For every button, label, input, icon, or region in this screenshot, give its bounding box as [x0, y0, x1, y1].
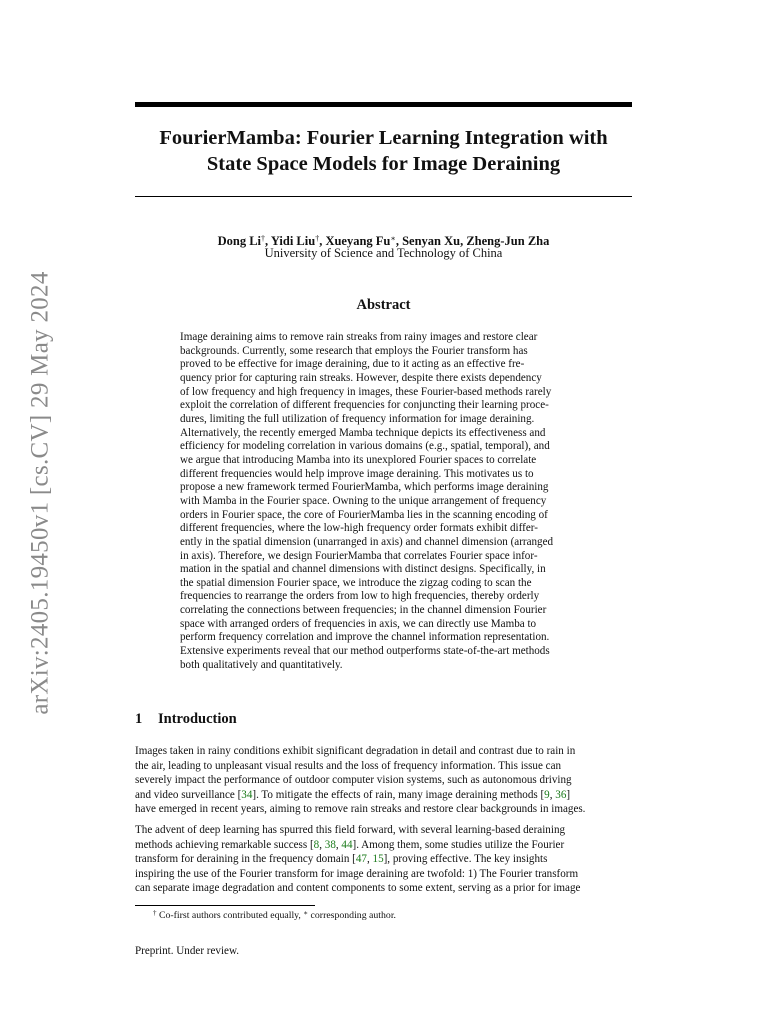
citation-link[interactable]: 44	[341, 838, 353, 851]
text-run: ]	[566, 788, 571, 801]
abstract-line: Alternatively, the recently emerged Mamba technique depicts its effectiveness and	[180, 426, 546, 439]
author-name: Xueyang Fu	[325, 234, 391, 248]
footnote-text: corresponding author.	[308, 910, 396, 921]
author-name: Senyan Xu	[402, 234, 461, 248]
intro-paragraph-1	[135, 744, 632, 817]
abstract-line: correlating the connections between frequencies; in the channel dimension Fourier	[180, 604, 547, 617]
citation-link[interactable]: 8	[313, 838, 320, 851]
paragraph-line	[135, 773, 632, 788]
footnote-mark: †	[153, 909, 157, 917]
arxiv-stamp	[21, 262, 61, 724]
abstract-heading: Abstract	[356, 297, 411, 313]
text-run: ]. To mitigate the effects of rain, many image deraining methods [	[252, 788, 545, 801]
section-title: Introduction	[158, 711, 237, 727]
paper-title	[135, 125, 632, 177]
title-bottom-rule	[135, 196, 632, 197]
text-run: can separate image degradation and content components to some extent, serving as a prior for image	[135, 882, 581, 895]
text-run: inspiring the use of the Fourier transform for image deraining are twofold: 1) The Fourier transform	[135, 867, 579, 880]
text-run: the air, leading to unpleasant visual results and the loss of frequency information. This issue can	[135, 759, 562, 772]
affiliation: University of Science and Technology of China	[264, 246, 503, 260]
text-run: ], proving effective. The key insights	[383, 853, 548, 866]
intro-paragraph-2	[135, 823, 632, 896]
footnote	[153, 907, 396, 922]
abstract-line: we argue that introducing Mamba into its unexplored Fourier spaces to correlate	[180, 453, 537, 466]
footnote-mark: ∗	[303, 909, 309, 917]
abstract-line: Image deraining aims to remove rain streaks from rainy images and restore clear	[180, 331, 538, 343]
citation-link[interactable]: 38	[324, 838, 336, 851]
abstract-line: of low frequency and high frequency in images, these Fourier-based methods rarely	[180, 385, 552, 398]
abstract-line: proved to be effective for image deraining, due to it acting as an effective fre-	[180, 358, 525, 371]
abstract-line: mation in the spatial and channel dimensions with distinct designs. Specifically, in	[180, 563, 546, 576]
paragraph-line	[135, 759, 632, 774]
text-run: The advent of deep learning has spurred this field forward, with several learning-based deraining	[135, 824, 566, 836]
paragraph-line	[135, 838, 632, 853]
citation-link[interactable]: 34	[241, 788, 253, 801]
preprint-note: Preprint. Under review.	[135, 945, 240, 957]
abstract-line: the spatial dimension Fourier space, we introduce the zigzag coding to scan the	[180, 576, 532, 589]
abstract-line: space with arranged orders of frequencies in axis, we can directly use Mamba to	[180, 617, 537, 630]
paragraph-line	[135, 881, 632, 896]
abstract-line: in axis). Therefore, we design FourierMamba that correlates Fourier space infor-	[180, 549, 538, 562]
paragraph-line	[135, 823, 632, 838]
text-run: severely impact the performance of outdoor computer vision systems, such as autonomous driving	[135, 774, 572, 787]
title-top-rule	[135, 102, 632, 107]
author-mark: †	[261, 234, 266, 243]
abstract-line: exploit the correlation of different frequencies for conjuncting their learning proce-	[180, 399, 549, 412]
paragraph-line	[135, 788, 632, 803]
title-line: State Space Models for Image Deraining	[206, 153, 561, 175]
text-run: ,	[366, 853, 373, 866]
footnote-rule	[135, 905, 315, 906]
abstract-line: with Mamba in the Fourier space. Owning to the unique arrangement of frequency	[180, 494, 547, 507]
paragraph-line	[135, 867, 632, 882]
section-number: 1	[135, 711, 143, 727]
citation-link[interactable]: 47	[355, 853, 367, 866]
abstract-line: propose a new framework termed FourierMamba, which performs image deraining	[180, 481, 549, 494]
author-mark: ∗	[390, 234, 396, 243]
abstract-line: backgrounds. Currently, some research that employs the Fourier transform has	[180, 344, 528, 357]
section-heading	[135, 711, 237, 728]
abstract-line: both qualitatively and quantitatively.	[180, 658, 343, 671]
abstract-line: ently in the spatial dimension (unarranged in axis) and channel dimension (arranged	[180, 535, 554, 548]
citation-link[interactable]: 15	[372, 853, 384, 866]
abstract-line: different frequencies, where the low-high frequency order formats exhibit differ-	[180, 522, 538, 535]
text-run: Images taken in rainy conditions exhibit significant degradation in detail and contrast due to rain in	[135, 745, 576, 757]
paragraph-line	[135, 802, 632, 817]
text-run: ,	[319, 838, 325, 851]
footnote-text: Co-first authors contributed equally,	[156, 910, 304, 921]
title-line: FourierMamba: Fourier Learning Integration with	[159, 127, 608, 149]
abstract-line: quency prior for capturing rain streaks. However, despite there exists dependency	[180, 371, 542, 384]
author-name: Dong Li	[217, 234, 262, 248]
abstract-line: orders in Fourier space, the core of FourierMamba lies in the scanning encoding of	[180, 508, 548, 521]
text-run: ,	[335, 838, 342, 851]
arxiv-stamp-text: arXiv:2405.19450v1 [cs.CV] 29 May 2024	[27, 271, 55, 715]
author-name: Yidi Liu	[270, 234, 316, 248]
author-name: Zheng-Jun Zha	[466, 234, 550, 248]
abstract-line: different frequencies would help improve image deraining. This motivates us to	[180, 467, 534, 480]
abstract-line: Extensive experiments reveal that our method outperforms state-of-the-art methods	[180, 645, 550, 658]
abstract-line: efficiency for modeling correlation in various domains (e.g., spatial, temporal), and	[180, 440, 550, 453]
text-run: ,	[549, 788, 556, 801]
author-mark: †	[315, 234, 320, 243]
abstract-line: dures, limiting the full utilization of frequency information for image deraining.	[180, 412, 535, 425]
author-list: Dong Li†, Yidi Liu†, Xueyang Fu∗, Senyan Xu, Zheng-Jun Zha	[217, 234, 550, 248]
text-run: transform for deraining in the frequency domain [	[135, 853, 356, 866]
paragraph-line	[135, 744, 632, 759]
abstract-body	[180, 331, 589, 672]
citation-link[interactable]: 9	[544, 788, 550, 801]
text-run: ]. Among them, some studies utilize the Fourier	[352, 838, 565, 851]
text-run: and video surveillance [	[135, 788, 242, 801]
text-run: have emerged in recent years, aiming to remove rain streaks and restore clear backgrounds in images.	[135, 803, 586, 816]
abstract-line: frequencies to rearrange the orders from low to high frequencies, thereby orderly	[180, 590, 540, 603]
abstract-line: perform frequency correlation and improve the channel information representation.	[180, 631, 550, 644]
paragraph-line	[135, 852, 632, 867]
text-run: methods achieving remarkable success [	[135, 838, 314, 851]
citation-link[interactable]: 36	[555, 788, 567, 801]
